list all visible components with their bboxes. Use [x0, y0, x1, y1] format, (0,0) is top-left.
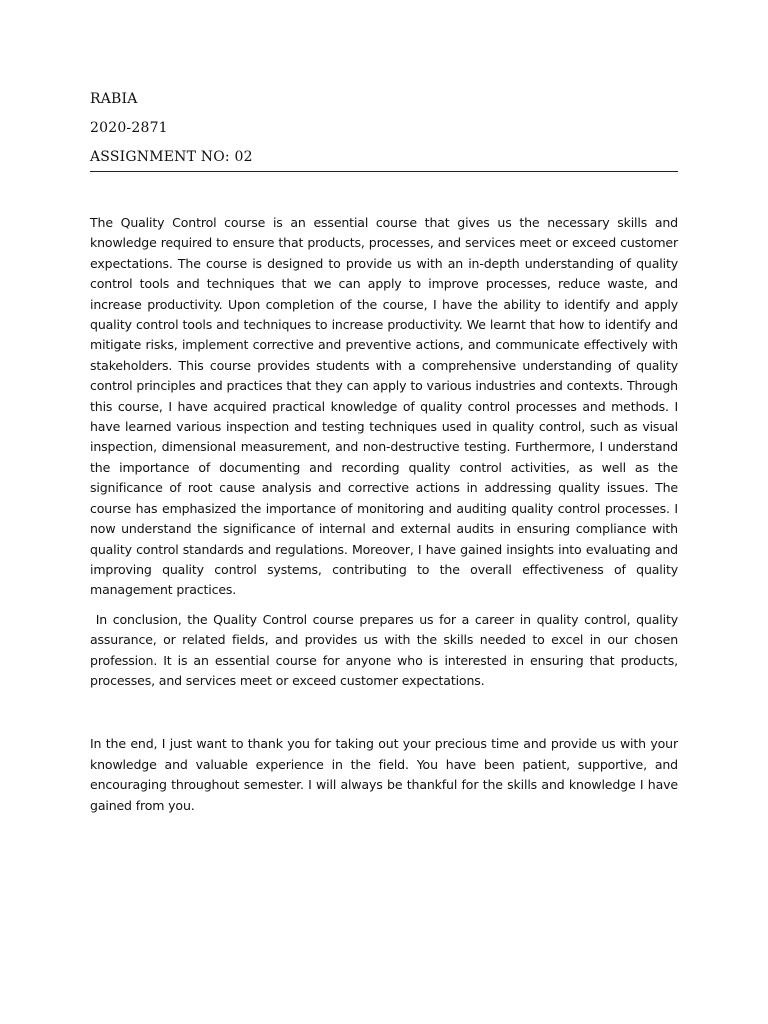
paragraph-course-overview: The Quality Control course is an essential course that gives us the necessary skills and knowledge required to ensure that products, processes, and services meet or exceed customer expectations. The course is designed to provide us with an in-depth understanding of quality control tools and techniques that we can apply to improve processes, reduce waste, and increase productivity. Upon completion of the course, I have the ability to identify and apply quality control tools and techniques to increase productivity. We learnt that how to identify and mitigate risks, implement corrective and preventive actions, and communicate effectively with stakeholders. This course provides students with a comprehensive understanding of quality control principles and practices that they can apply to various industries and contexts. Through this course, I have acquired practical knowledge of quality control processes and methods. I have learned various inspection and testing techniques used in quality control, such as visual inspection, dimensional measurement, and non-destructive testing. Furthermore, I understand the importance of documenting and recording quality control activities, as well as the significance of root cause analysis and corrective actions in addressing quality issues. The course has emphasized the importance of monitoring and auditing quality control processes. I now understand the significance of internal and external audits in ensuring compliance with quality control standards and regulations. Moreover, I have gained insights into evaluating and improving quality control systems, contributing to the overall effectiveness of quality management practices. [90, 215, 678, 598]
document-header [90, 90, 678, 166]
paragraph-conclusion: In conclusion, the Quality Control course prepares us for a career in quality control, quality assurance, or related fields, and provides us with the skills needed to excel in our chosen profession. It is an essential course for anyone who is interested in ensuring that products, processes, and services meet or exceed customer expectations. [90, 611, 682, 688]
assignment-number: ASSIGNMENT NO: 02 [90, 149, 253, 165]
document-body [90, 213, 682, 816]
paragraph-thanks: In the end, I just want to thank you for taking out your precious time and provide us with your knowledge and valuable experience in the field. You have been patient, supportive, and encouraging throughout semester. I will always be thankful for the skills and knowledge I have gained from you. [90, 736, 678, 813]
student-name: RABIA [90, 91, 138, 107]
student-id: 2020-2871 [90, 120, 168, 136]
header-divider [90, 171, 678, 172]
